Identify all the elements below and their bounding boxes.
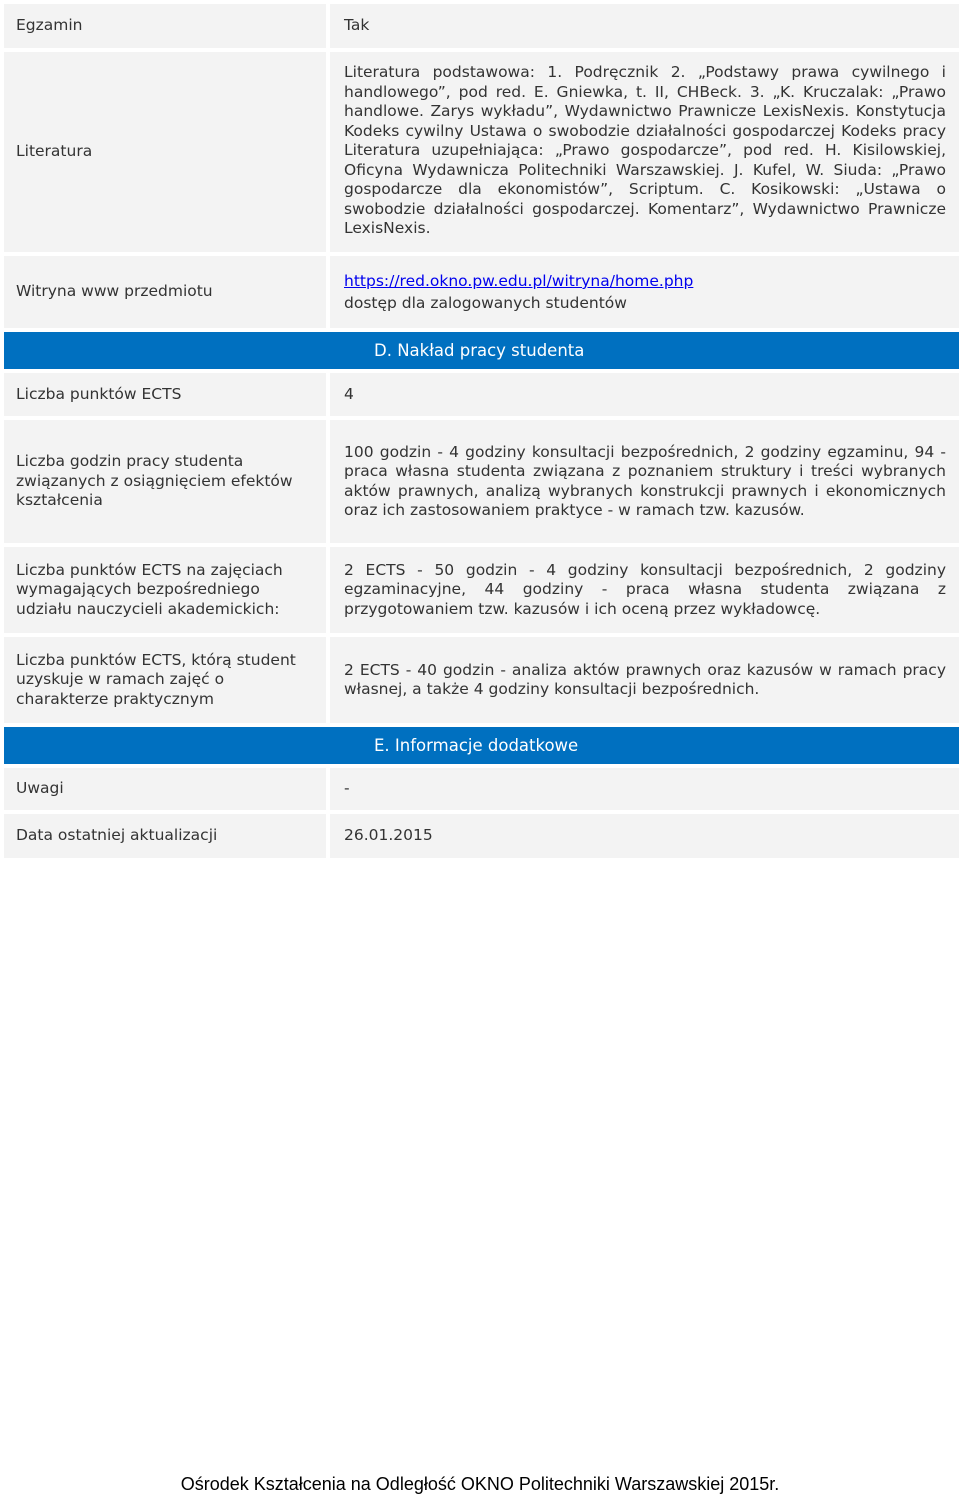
row-ects-practical — [4, 637, 959, 727]
ects-contact-label: Liczba punktów ECTS na zajęciach wymagających bezpośredniego udziału nauczycieli akademickich: — [4, 547, 330, 637]
row-website — [4, 256, 959, 332]
syllabus-table — [4, 4, 959, 862]
website-note: dostęp dla zalogowanych studentów — [344, 294, 627, 312]
updated-label: Data ostatniej aktualizacji — [4, 814, 330, 862]
ects-contact-text: 2 ECTS - 50 godzin - 4 godziny konsultacji bezpośrednich, 2 godziny egzaminacyjne, 44 godziny - praca własna studenta związana z przygotowaniem tzw. kazusów i ich oceną przez wykładowcę. — [344, 560, 946, 618]
updated-value-text: 26.01.2015 — [344, 826, 433, 845]
hours-text: 100 godzin - 4 godziny konsultacji bezpośrednich, 2 godziny egzaminu, 94 - praca własna studenta związana z poznaniem struktury i treści wybranych aktów prawnych, analizą wybranych konstrukcji prawnych i ekonomicznych oraz ich zastosowaniem praktyce - w ramach tzw. kazusów. — [344, 442, 946, 519]
row-updated — [4, 814, 959, 862]
literature-value — [330, 52, 959, 256]
exam-label: Egzamin — [4, 4, 330, 52]
ects-practical-text: 2 ECTS - 40 godzin - analiza aktów prawnych oraz kazusów w ramach pracy własnej, a także 4 godziny konsultacji bezpośrednich. — [344, 660, 946, 698]
ects-practical-value — [330, 637, 959, 727]
page-footer: Ośrodek Kształcenia na Odległość OKNO Politechniki Warszawskiej 2015r. — [180, 1474, 780, 1494]
row-exam — [4, 4, 959, 52]
row-remarks — [4, 768, 959, 814]
exam-value — [330, 4, 959, 52]
section-header-d: D. Nakład pracy studenta — [4, 332, 959, 369]
literature-text: Literatura podstawowa: 1. Podręcznik 2. „Podstawy prawa cywilnego i handlowego”, pod red. E. Gniewka, t. II, CHBeck. 3. „K. Kruczalak: „Prawo handlowe. Zarys wykładu”, Wydawnictwo Prawnicze LexisNexis. Konstytucja Kodeks cywilny Ustawa o swobodzie działalności gospodarczej Kodeks pracy Literatura uzupełniająca: „Prawo gospodarcze”, pod red. H. Kisilowskiej, Oficyna Wydawnicza Politechniki Warszawskiej. J. Kufel, W. Siuda: „Prawo gospodarcze dla ekonomistów”, Scriptum. C. Kosikowski: „Ustawa o swobodzie działalności gospodarczej. Komentarz”, Wydawnictwo Prawnicze LexisNexis. — [344, 63, 946, 237]
ects-value — [330, 373, 959, 420]
remarks-value-text: - — [344, 779, 350, 798]
section-header-e: E. Informacje dodatkowe — [4, 727, 959, 764]
ects-label: Liczba punktów ECTS — [4, 373, 330, 420]
website-link[interactable]: https://red.okno.pw.edu.pl/witryna/home.php — [344, 272, 694, 290]
hours-label: Liczba godzin pracy studenta związanych z osiągnięciem efektów kształcenia — [4, 420, 330, 547]
website-value — [330, 256, 959, 332]
exam-value-text: Tak — [344, 16, 370, 35]
literature-label: Literatura — [4, 52, 330, 256]
updated-value — [330, 814, 959, 862]
remarks-value — [330, 768, 959, 814]
ects-practical-label: Liczba punktów ECTS, którą student uzyskuje w ramach zajęć o charakterze praktycznym — [4, 637, 330, 727]
ects-contact-value — [330, 547, 959, 637]
row-ects — [4, 373, 959, 420]
remarks-label: Uwagi — [4, 768, 330, 814]
hours-value — [330, 420, 959, 547]
row-ects-contact — [4, 547, 959, 637]
website-label: Witryna www przedmiotu — [4, 256, 330, 332]
ects-value-text: 4 — [344, 384, 354, 403]
row-hours — [4, 420, 959, 547]
row-literature — [4, 52, 959, 256]
